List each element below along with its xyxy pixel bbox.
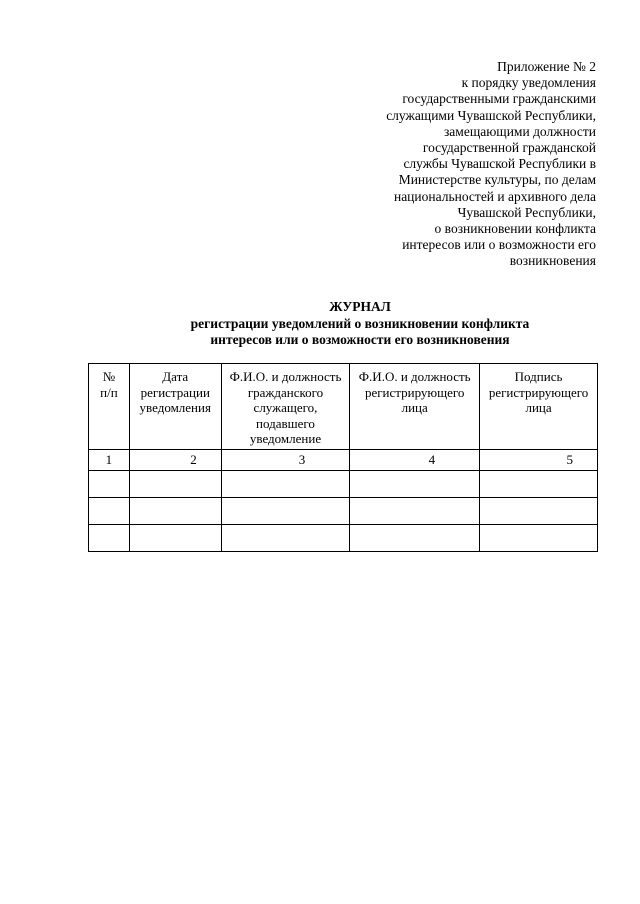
table-cell [480,524,598,551]
appendix-line: службы Чувашской Республики в [403,156,596,172]
header-cell-date: Дата регистрации уведомления [129,364,221,450]
table-cell [350,470,480,497]
table-cell [221,497,350,524]
appendix-line: государственной гражданской [422,140,596,156]
table-row [89,497,598,524]
table-cell [221,470,350,497]
column-number: 2 [129,449,221,470]
column-number: 1 [89,449,130,470]
table-cell [89,497,130,524]
journal-title [0,299,640,349]
table-cell [350,497,480,524]
appendix-line: интересов или о возможности его [402,237,596,253]
table-cell [89,524,130,551]
table-cell [480,497,598,524]
title-subline: интересов или о возможности его возникновения [210,332,510,347]
appendix-line: Чувашской Республики, [457,204,596,220]
table-row [89,470,598,497]
column-number: 5 [480,449,598,470]
appendix-line: государственными гражданскими [402,91,596,107]
column-number: 4 [350,449,480,470]
column-number: 3 [221,449,350,470]
table-cell [129,497,221,524]
table-cell [89,470,130,497]
header-cell-submitter: Ф.И.О. и должность гражданского служащего, подавшего уведомление [221,364,350,450]
appendix-line: о возникновении конфликта [434,221,596,237]
appendix-line: служащими Чувашской Республики, [386,107,596,123]
appendix-line: Министерстве культуры, по делам [398,172,596,188]
appendix-line: возникновения [509,253,596,269]
table-row [89,524,598,551]
appendix-line: к порядку уведомления [461,75,596,91]
table-cell [480,470,598,497]
table-cell [221,524,350,551]
appendix-line: замещающими должности [443,123,596,139]
registration-table [88,363,598,552]
title-heading: ЖУРНАЛ [329,299,391,314]
column-number-row [89,449,598,470]
appendix-line: национальностей и архивного дела [393,188,596,204]
appendix-note [276,59,596,270]
table-cell [350,524,480,551]
header-cell-number: № п/п [89,364,130,450]
table-header-row [89,364,598,450]
appendix-line: Приложение № 2 [497,59,596,74]
header-cell-registrar: Ф.И.О. и должность регистрирующего лица [350,364,480,450]
table-cell [129,470,221,497]
table-cell [129,524,221,551]
header-cell-signature: Подпись регистрирующего лица [480,364,598,450]
title-subline: регистрации уведомлений о возникновении конфликта [190,315,530,331]
